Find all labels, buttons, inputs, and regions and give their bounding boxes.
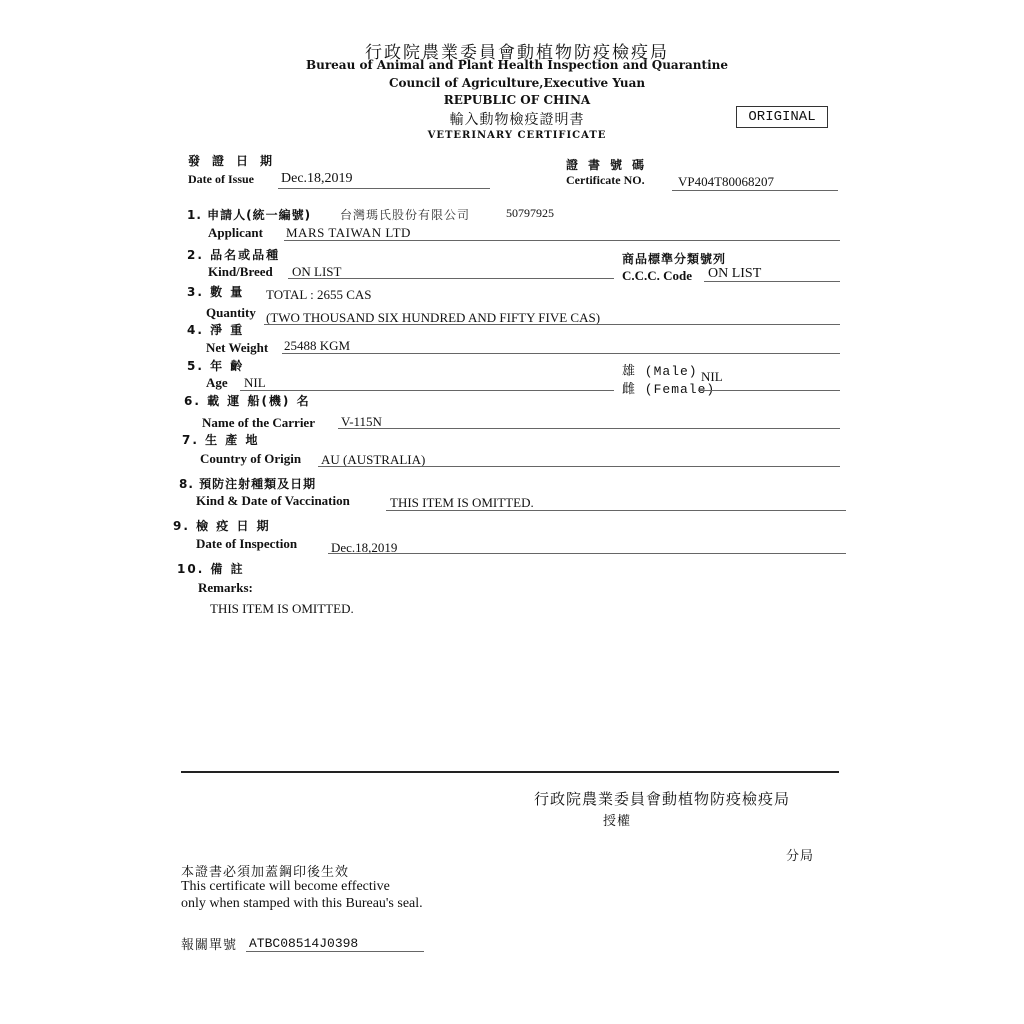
issue-date-label-chinese: 發證日期 xyxy=(188,154,285,168)
inspection-value: Dec.18,2019 xyxy=(331,540,398,555)
kind-label: Kind/Breed xyxy=(208,264,273,279)
inspection-label: Date of Inspection xyxy=(196,536,298,551)
quantity-total: TOTAL : 2655 CAS xyxy=(266,287,372,302)
council-title: Council of Agriculture,Executive Yuan xyxy=(388,76,646,90)
quantity-words: (TWO THOUSAND SIX HUNDRED AND FIFTY FIVE CAS) xyxy=(266,310,601,325)
issue-date-label: Date of Issue xyxy=(188,172,254,186)
net-weight-value: 25488 KGM xyxy=(284,338,351,353)
inspection-label-chinese: 9. 檢 疫 日 期 xyxy=(173,519,271,533)
vaccination-label-chinese: 8. 預防注射種類及日期 xyxy=(179,477,317,491)
quantity-label-chinese: 3. 數 量 xyxy=(187,285,245,299)
origin-value: AU (AUSTRALIA) xyxy=(321,452,426,467)
applicant-id: 50797925 xyxy=(506,206,554,220)
applicant-label: Applicant xyxy=(208,225,263,240)
certificate-title-english: VETERINARY CERTIFICATE xyxy=(427,130,607,141)
remarks-value: THIS ITEM IS OMITTED. xyxy=(210,601,354,616)
age-label: Age xyxy=(206,375,228,390)
ccc-label-chinese: 商品標準分類號列 xyxy=(622,252,727,266)
net-weight-label-chinese: 4. 淨 重 xyxy=(187,323,245,337)
origin-label: Country of Origin xyxy=(200,451,302,466)
sex-male-label: 雄 (Male) xyxy=(622,364,698,379)
certificate-title-chinese: 輸入動物檢疫證明書 xyxy=(449,112,585,128)
origin-label-chinese: 7. 生 產 地 xyxy=(182,433,260,447)
applicant-name-chinese: 台灣瑪氏股份有限公司 xyxy=(340,208,471,222)
country-title: REPUBLIC OF CHINA xyxy=(443,93,591,107)
footer-divider xyxy=(181,771,839,773)
vaccination-label: Kind & Date of Vaccination xyxy=(196,493,350,508)
vaccination-value: THIS ITEM IS OMITTED. xyxy=(390,495,534,510)
agency-english-title: Bureau of Animal and Plant Health Inspection and Quarantine xyxy=(305,58,728,72)
remarks-label: Remarks: xyxy=(198,580,253,595)
declaration-value: ATBC08514J0398 xyxy=(249,936,359,951)
certificate-number-label-chinese: 證書號碼 xyxy=(566,158,655,172)
kind-value: ON LIST xyxy=(292,264,342,279)
quantity-label: Quantity xyxy=(206,305,256,320)
remarks-label-chinese: 10. 備 註 xyxy=(177,562,245,576)
applicant-value: MARS TAIWAN LTD xyxy=(286,225,411,240)
age-value: NIL xyxy=(244,375,266,390)
kind-label-chinese: 2. 品名或品種 xyxy=(187,248,281,262)
ccc-label: C.C.C. Code xyxy=(622,268,693,283)
sex-female-label: 雌 (Female) xyxy=(622,382,716,397)
ccc-value: ON LIST xyxy=(708,266,762,281)
agency-chinese-title: 行政院農業委員會動植物防疫檢疫局 xyxy=(365,43,669,63)
issue-date-value: Dec.18,2019 xyxy=(281,171,353,186)
footer-authorized: 授權 xyxy=(603,814,632,829)
age-label-chinese: 5. 年 齡 xyxy=(187,359,245,373)
footer-branch: 分局 xyxy=(786,849,815,864)
original-stamp: ORIGINAL xyxy=(736,106,828,128)
carrier-value: V-115N xyxy=(341,414,382,429)
declaration-label: 報關單號 xyxy=(181,938,238,953)
notice-chinese: 本證書必須加蓋鋼印後生效 xyxy=(181,865,350,880)
notice-english-line2: only when stamped with this Bureau's seal. xyxy=(181,896,423,911)
notice-english-line1: This certificate will become effective xyxy=(181,879,390,894)
net-weight-label: Net Weight xyxy=(206,340,269,355)
sex-value: NIL xyxy=(701,369,723,384)
carrier-label: Name of the Carrier xyxy=(202,415,315,430)
carrier-label-chinese: 6. 載 運 船(機) 名 xyxy=(184,394,311,408)
applicant-label-chinese: 1. 申請人(統一編號) xyxy=(187,208,312,222)
certificate-number-label: Certificate NO. xyxy=(566,173,645,187)
certificate-number-value: VP404T80068207 xyxy=(678,174,775,189)
footer-agency-chinese: 行政院農業委員會動植物防疫檢疫局 xyxy=(534,790,791,808)
